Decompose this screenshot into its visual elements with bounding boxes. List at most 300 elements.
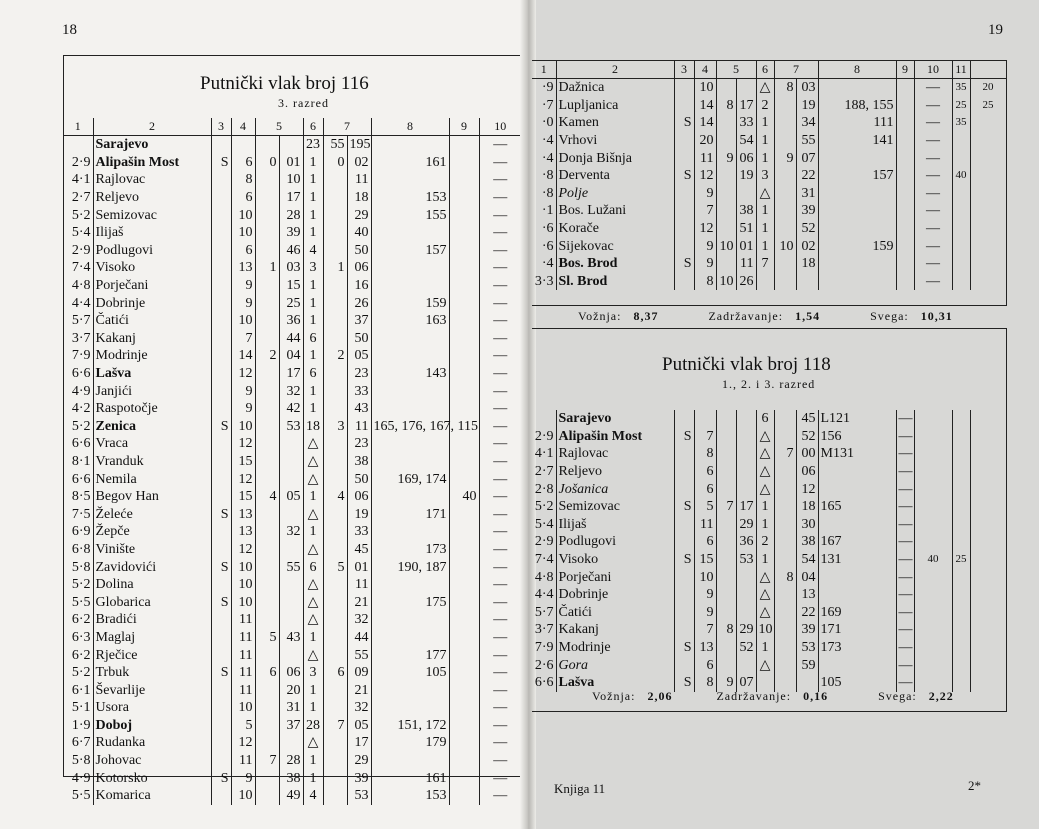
time-cell: 19 [736, 167, 756, 185]
time-cell: 195 [347, 136, 371, 154]
timetable-row [532, 237, 1006, 255]
time-cell: 9 [716, 149, 736, 167]
time-cell: 10 [231, 699, 255, 717]
empty-cell: — [914, 255, 952, 273]
station-name: Podlugovi [93, 242, 211, 260]
time-cell: 175 [371, 593, 449, 611]
time-cell [279, 505, 303, 523]
timetable-row [532, 255, 1006, 273]
timetable-row [63, 330, 521, 348]
empty-cell: — [479, 418, 521, 436]
station-name: Kakanj [93, 330, 211, 348]
distance-cell: 6·2 [71, 612, 91, 628]
time-cell [736, 568, 756, 586]
station-name: Modrinje [93, 347, 211, 365]
time-cell: 1 [303, 769, 323, 787]
station-name: Čatići [93, 312, 211, 330]
column-header: 8 [371, 118, 449, 136]
time-cell: 44 [347, 629, 371, 647]
timetable-row [63, 611, 521, 629]
empty-cell: — [479, 136, 521, 154]
distance-cell: 5·8 [71, 753, 91, 769]
column-11-cell [952, 428, 970, 446]
time-cell: 2 [756, 533, 774, 551]
time-cell: 33 [347, 523, 371, 541]
time-cell [279, 593, 303, 611]
time-cell: S [674, 114, 694, 132]
time-cell: 1 [303, 699, 323, 717]
time-cell: 04 [279, 347, 303, 365]
time-cell [211, 488, 231, 506]
spacer-cell [970, 463, 1006, 481]
time-cell: 12 [231, 435, 255, 453]
time-cell: 18 [796, 255, 818, 273]
empty-cell: — [914, 185, 952, 203]
station-name: Vranduk [93, 453, 211, 471]
timetable-row [532, 551, 1006, 569]
station-name: Modrinje [556, 639, 674, 657]
time-cell: 50 [347, 330, 371, 348]
time-cell: 55 [279, 558, 303, 576]
time-cell: 12 [231, 365, 255, 383]
column-11-cell [970, 220, 1006, 238]
time-cell: 7 [694, 202, 716, 220]
station-name: Porječani [93, 277, 211, 295]
time-cell [774, 97, 796, 115]
time-cell: 8 [716, 97, 736, 115]
time-cell [674, 533, 694, 551]
time-cell: 16 [347, 277, 371, 295]
column-11-cell [970, 273, 1006, 291]
time-cell: 3 [303, 664, 323, 682]
time-cell: 29 [736, 516, 756, 534]
time-cell: 01 [279, 154, 303, 172]
time-cell [323, 382, 347, 400]
time-cell [774, 220, 796, 238]
empty-cell: — [896, 586, 914, 604]
time-cell [449, 787, 479, 805]
time-cell [279, 734, 303, 752]
column-header: 11 [952, 61, 970, 79]
time-cell [736, 604, 756, 622]
time-cell [279, 453, 303, 471]
station-name: Dažnica [556, 79, 674, 97]
time-cell: 14 [694, 114, 716, 132]
time-cell: 1 [303, 294, 323, 312]
time-cell [323, 400, 347, 418]
station-name: Kotorsko [93, 769, 211, 787]
time-cell: 15 [231, 453, 255, 471]
time-cell [255, 206, 279, 224]
timetable-row [63, 136, 521, 154]
station-name: Zavidovići [93, 558, 211, 576]
time-cell: 11 [736, 255, 756, 273]
time-cell: 21 [347, 593, 371, 611]
timetable-row [532, 516, 1006, 534]
time-cell: 32 [279, 523, 303, 541]
time-cell: 18 [303, 418, 323, 436]
time-cell: 6 [231, 154, 255, 172]
empty-cell: — [896, 428, 914, 446]
time-cell [323, 681, 347, 699]
time-cell [449, 400, 479, 418]
time-cell: 171 [371, 505, 449, 523]
time-cell: 151, 172 [371, 717, 449, 735]
column-10-cell [914, 498, 952, 516]
time-cell: 10 [231, 312, 255, 330]
time-cell [716, 533, 736, 551]
time-cell [211, 470, 231, 488]
empty-cell: — [479, 330, 521, 348]
distance-cell: 2·9 [71, 154, 91, 170]
time-cell: 12 [231, 470, 255, 488]
station-name: Reljevo [93, 189, 211, 207]
time-cell [449, 699, 479, 717]
timetable-row [63, 523, 521, 541]
time-cell [716, 656, 736, 674]
time-cell: △ [303, 646, 323, 664]
time-cell: 9 [231, 294, 255, 312]
time-cell: 167 [818, 533, 896, 551]
timetable-row [63, 365, 521, 383]
timetable-row [63, 558, 521, 576]
column-header: 2 [556, 61, 674, 79]
empty-cell: — [479, 206, 521, 224]
column-11-cell: 25 [970, 97, 1006, 115]
column-11-cell [952, 480, 970, 498]
column-10-cell [952, 185, 970, 203]
time-cell: 7 [774, 445, 796, 463]
distance-cell: 5·2 [71, 418, 91, 434]
time-cell [736, 463, 756, 481]
time-cell [818, 586, 896, 604]
column-10-cell [952, 149, 970, 167]
time-cell [736, 480, 756, 498]
time-cell [211, 224, 231, 242]
time-cell [255, 224, 279, 242]
station-name: Dolina [93, 576, 211, 594]
time-cell [255, 294, 279, 312]
time-cell: 17 [736, 498, 756, 516]
time-cell [449, 593, 479, 611]
time-cell [323, 611, 347, 629]
column-header: 9 [449, 118, 479, 136]
time-cell: 12 [796, 480, 818, 498]
time-cell [716, 586, 736, 604]
time-cell: 28 [279, 752, 303, 770]
time-cell: 06 [279, 664, 303, 682]
time-cell: 143 [371, 365, 449, 383]
time-cell [255, 541, 279, 559]
time-cell: 1 [756, 149, 774, 167]
time-cell: 11 [231, 681, 255, 699]
station-name: Sarajevo [556, 410, 674, 428]
time-cell [449, 523, 479, 541]
time-cell [736, 656, 756, 674]
time-cell: 173 [371, 541, 449, 559]
time-cell [774, 656, 796, 674]
station-name: Janjići [93, 382, 211, 400]
time-cell: 1 [756, 516, 774, 534]
right-page [528, 0, 1039, 829]
time-cell [323, 541, 347, 559]
time-cell [774, 516, 796, 534]
time-cell [449, 277, 479, 295]
empty-cell: — [479, 277, 521, 295]
timetable-row [532, 132, 1006, 150]
time-cell [774, 185, 796, 203]
time-cell [255, 242, 279, 260]
time-cell: 29 [347, 752, 371, 770]
time-cell: M131 [818, 445, 896, 463]
time-cell: 2 [323, 347, 347, 365]
column-11-cell [952, 498, 970, 516]
column-header: 6 [756, 61, 774, 79]
time-cell [323, 312, 347, 330]
column-header: 1 [532, 61, 556, 79]
time-cell [896, 255, 914, 273]
time-cell [211, 453, 231, 471]
time-cell: 26 [347, 294, 371, 312]
time-cell: 11 [231, 611, 255, 629]
time-cell [674, 568, 694, 586]
column-header: 1 [63, 118, 93, 136]
station-name: Bos. Lužani [556, 202, 674, 220]
time-cell: 10 [716, 273, 736, 291]
time-cell: 1 [303, 523, 323, 541]
time-cell [211, 400, 231, 418]
column-10-cell [952, 202, 970, 220]
time-cell [774, 463, 796, 481]
time-cell: 9 [694, 604, 716, 622]
time-cell: 43 [347, 400, 371, 418]
column-11-cell [952, 639, 970, 657]
time-cell [211, 277, 231, 295]
station-name: Begov Han [93, 488, 211, 506]
svega-label: Svega: [878, 689, 917, 703]
timetable-row [63, 488, 521, 506]
column-11-cell [970, 255, 1006, 273]
empty-cell: — [914, 132, 952, 150]
time-cell [674, 516, 694, 534]
time-cell: 10 [279, 171, 303, 189]
time-cell [818, 79, 896, 97]
time-cell: 34 [796, 114, 818, 132]
time-cell: S [674, 428, 694, 446]
station-name: Ševarlije [93, 681, 211, 699]
station-name: Gora [556, 656, 674, 674]
time-cell: 7 [694, 428, 716, 446]
empty-cell: — [479, 593, 521, 611]
station-name: Globarica [93, 593, 211, 611]
timetable-row [63, 382, 521, 400]
time-cell: 6 [694, 656, 716, 674]
time-cell: 46 [279, 242, 303, 260]
time-cell [774, 639, 796, 657]
station-name: Nemila [93, 470, 211, 488]
time-cell [716, 220, 736, 238]
time-cell: 9 [694, 185, 716, 203]
empty-cell: — [479, 646, 521, 664]
timetable-row [63, 171, 521, 189]
empty-cell: — [896, 639, 914, 657]
time-cell: 54 [796, 551, 818, 569]
time-cell [255, 330, 279, 348]
time-cell [255, 558, 279, 576]
time-cell: 6 [694, 480, 716, 498]
time-cell: 10 [694, 79, 716, 97]
time-cell [674, 445, 694, 463]
time-cell: 1 [303, 347, 323, 365]
timetable-row [63, 242, 521, 260]
time-cell: 03 [279, 259, 303, 277]
time-cell [674, 185, 694, 203]
time-cell: 11 [347, 171, 371, 189]
time-cell: 4·4 [534, 587, 554, 603]
time-cell: △ [303, 505, 323, 523]
time-cell: 159 [371, 294, 449, 312]
time-cell: 165 [818, 498, 896, 516]
time-cell: S [674, 255, 694, 273]
time-cell: 32 [347, 699, 371, 717]
column-11-cell [952, 533, 970, 551]
column-10-cell [914, 621, 952, 639]
column-10-cell [914, 568, 952, 586]
station-name: Ilijaš [556, 516, 674, 534]
timetable-row [63, 593, 521, 611]
empty-cell: — [479, 734, 521, 752]
distance-cell: 8·5 [71, 489, 91, 505]
time-cell: 52 [796, 220, 818, 238]
time-cell: 13 [231, 523, 255, 541]
time-cell: S [211, 593, 231, 611]
time-cell: △ [756, 463, 774, 481]
time-cell [371, 752, 449, 770]
distance-cell: 6·6 [71, 436, 91, 452]
time-cell [323, 330, 347, 348]
column-10-cell [914, 533, 952, 551]
timetable-row [63, 769, 521, 787]
time-cell [449, 717, 479, 735]
time-cell: 6 [231, 189, 255, 207]
time-cell: 45 [347, 541, 371, 559]
column-11-cell [952, 621, 970, 639]
time-cell: 10 [231, 576, 255, 594]
time-cell: 6 [694, 463, 716, 481]
column-10-cell [914, 604, 952, 622]
time-cell: 13 [694, 639, 716, 657]
time-cell [774, 551, 796, 569]
time-cell: △ [303, 576, 323, 594]
time-cell [323, 505, 347, 523]
time-cell: 53 [347, 787, 371, 805]
time-cell: ·1 [541, 203, 554, 219]
time-cell: 11 [231, 646, 255, 664]
time-cell [255, 470, 279, 488]
time-cell [449, 541, 479, 559]
distance-cell: 7·4 [71, 260, 91, 276]
column-header: 4 [231, 118, 255, 136]
time-cell [255, 189, 279, 207]
time-cell [255, 611, 279, 629]
timetable-row [532, 604, 1006, 622]
time-cell [449, 505, 479, 523]
time-cell [211, 347, 231, 365]
time-cell [371, 171, 449, 189]
time-cell [449, 171, 479, 189]
empty-cell: — [479, 681, 521, 699]
timetable-row [63, 664, 521, 682]
distance-cell: 5·2 [71, 577, 91, 593]
train-title-118: Putnički vlak broj 118 [662, 354, 831, 375]
timetable-row [63, 646, 521, 664]
spacer-cell [970, 410, 1006, 428]
time-cell [211, 312, 231, 330]
time-cell [449, 347, 479, 365]
station-name: Komarica [93, 787, 211, 805]
time-cell: 19 [347, 505, 371, 523]
time-cell: 8 [694, 273, 716, 291]
time-cell [896, 79, 914, 97]
time-cell: 32 [279, 382, 303, 400]
empty-cell: — [479, 699, 521, 717]
time-cell [255, 717, 279, 735]
time-cell: 49 [279, 787, 303, 805]
column-11-cell: 20 [970, 79, 1006, 97]
time-cell: 22 [796, 604, 818, 622]
column-11-cell [952, 445, 970, 463]
time-cell [449, 629, 479, 647]
station-name: Alipašin Most [556, 428, 674, 446]
timetable-row [532, 167, 1006, 185]
empty-cell: — [479, 470, 521, 488]
time-cell [371, 382, 449, 400]
timetable-row [532, 97, 1006, 115]
time-cell: △ [756, 480, 774, 498]
time-cell [896, 97, 914, 115]
timetable-row [63, 206, 521, 224]
empty-cell: — [479, 541, 521, 559]
time-cell [896, 237, 914, 255]
time-cell: 07 [796, 149, 818, 167]
timetable-row [63, 699, 521, 717]
time-cell [255, 505, 279, 523]
time-cell [279, 435, 303, 453]
distance-cell: 6·2 [71, 647, 91, 663]
empty-cell: — [479, 382, 521, 400]
time-cell: △ [303, 541, 323, 559]
time-cell: 4·1 [534, 446, 554, 462]
time-cell: 10 [231, 418, 255, 436]
distance-cell: 6·6 [71, 366, 91, 382]
time-cell [371, 435, 449, 453]
column-10-cell [914, 428, 952, 446]
time-cell: 7·4 [534, 552, 554, 568]
time-cell [716, 445, 736, 463]
time-cell: 04 [796, 568, 818, 586]
time-cell: ·0 [541, 115, 554, 131]
station-name: Sijekovac [556, 237, 674, 255]
time-cell: 1 [303, 277, 323, 295]
time-cell [716, 480, 736, 498]
time-cell: 1 [756, 237, 774, 255]
time-cell: 26 [736, 273, 756, 291]
empty-cell: — [896, 463, 914, 481]
time-cell: 6 [231, 242, 255, 260]
column-header: 10 [479, 118, 521, 136]
column-10-cell [914, 639, 952, 657]
time-cell [818, 480, 896, 498]
